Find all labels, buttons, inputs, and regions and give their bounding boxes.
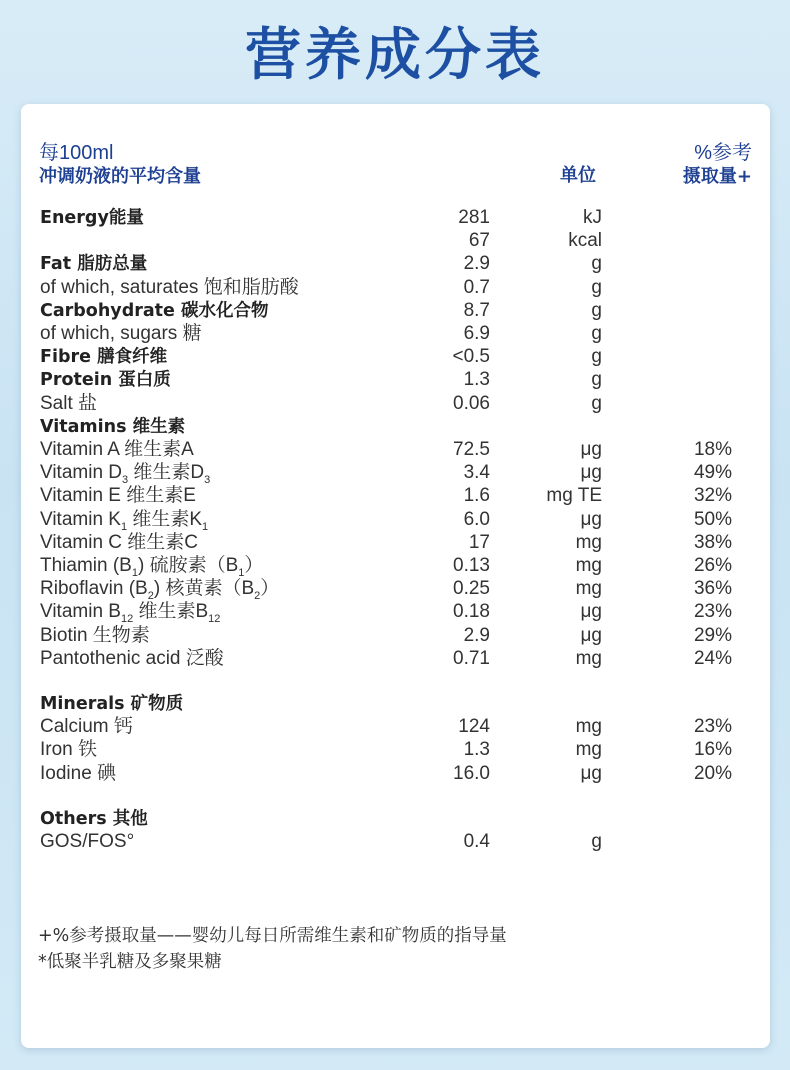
nutrient-value: 0.18	[453, 601, 490, 623]
nutrient-reference-intake: 16%	[693, 739, 732, 761]
nutrient-row	[21, 807, 770, 831]
nutrient-value: 2.9	[463, 624, 490, 646]
nutrient-unit: g	[591, 392, 602, 414]
nutrient-name: Vitamin $B_{12}$ 维生素$B_{12}$	[40, 601, 221, 626]
nutrient-reference-intake: 49%	[693, 462, 732, 484]
nutrient-unit: mg TE	[546, 485, 602, 507]
nutrient-row	[21, 830, 770, 854]
nutrition-table-card	[21, 104, 770, 1048]
nutrient-unit: μg	[580, 624, 602, 646]
nutrient-name: Pantothenic acid 泛酸	[40, 647, 224, 669]
nutrient-row	[21, 229, 770, 253]
nutrient-name: GOS/FOS°	[40, 831, 135, 852]
nutrient-row	[21, 392, 770, 416]
nutrient-name: Energy能量	[40, 208, 144, 228]
nutrient-value: 0.13	[453, 555, 490, 576]
nutrient-value: 0.7	[463, 276, 490, 298]
nutrient-unit: kJ	[583, 207, 602, 228]
nutrient-value: 0.4	[463, 831, 490, 852]
nutrient-row	[21, 461, 770, 485]
nutrient-row	[21, 647, 770, 671]
reference-intake-line2: 摄取量+	[682, 166, 752, 187]
nutrient-name: Fat 脂肪总量	[40, 254, 148, 275]
nutrient-row	[21, 252, 770, 276]
nutrient-name: Riboflavin $(B_2)$ 核黄素$(B_2)$	[40, 578, 280, 603]
nutrient-name: Vitamin E 维生素E	[40, 485, 196, 507]
nutrient-unit: g	[591, 276, 602, 298]
nutrient-value: 3.4	[463, 462, 490, 484]
nutrient-row	[21, 577, 770, 601]
nutrient-unit: μg	[580, 601, 602, 623]
nutrient-row	[21, 299, 770, 323]
nutrient-name: Vitamin A 维生素A	[40, 439, 194, 460]
nutrient-row	[21, 692, 770, 716]
nutrient-reference-intake: 26%	[693, 555, 732, 576]
unit-header: 单位	[560, 165, 596, 186]
nutrient-row	[21, 415, 770, 439]
nutrient-unit: μg	[580, 462, 602, 484]
nutrient-name: Iron 铁	[40, 739, 98, 761]
nutrient-name: Carbohydrate 碳水化合物	[40, 300, 269, 321]
nutrient-name: Vitamin $K_1$ 维生素$K_1$	[40, 508, 209, 533]
nutrient-unit: mg	[575, 716, 602, 738]
nutrient-value: 1.3	[463, 739, 490, 761]
nutrient-value: 1.3	[463, 369, 490, 391]
nutrient-value: 17	[468, 531, 490, 553]
nutrient-name: Vitamins 维生素	[40, 416, 186, 437]
nutrient-row	[21, 368, 770, 392]
nutrient-row	[21, 322, 770, 346]
nutrient-value: <0.5	[452, 346, 490, 368]
nutrient-name: Thiamin $(B_1)$ 硫胺素$(B_1)$	[40, 555, 264, 579]
nutrient-row	[21, 508, 770, 532]
nutrient-row	[21, 600, 770, 624]
nutrient-value: 6.0	[463, 508, 490, 530]
nutrient-unit: g	[591, 253, 602, 275]
per-100ml-header	[39, 141, 201, 189]
nutrient-name: of which, sugars 糖	[40, 323, 202, 344]
nutrient-unit: mg	[575, 555, 602, 576]
nutrient-unit: g	[591, 346, 602, 368]
nutrient-row	[21, 345, 770, 369]
nutrient-unit: g	[591, 369, 602, 391]
nutrient-value: 2.9	[463, 253, 490, 275]
nutrient-reference-intake: 23%	[693, 716, 732, 738]
nutrient-name: Others 其他	[40, 808, 148, 829]
footnote-gos-fos: *低聚半乳糖及多聚果糖	[38, 952, 222, 972]
nutrient-reference-intake: 24%	[693, 647, 732, 669]
per-100ml-label: 每100ml	[39, 142, 114, 164]
nutrient-reference-intake: 38%	[693, 531, 732, 553]
nutrient-unit: μg	[580, 762, 602, 784]
nutrient-reference-intake: 23%	[693, 601, 732, 623]
nutrient-name: Calcium 钙	[40, 716, 133, 738]
nutrient-row	[21, 762, 770, 786]
nutrient-row	[21, 715, 770, 739]
nutrient-value: 0.71	[453, 647, 490, 669]
nutrient-value: 0.25	[453, 578, 490, 600]
page-title: 营养成分表	[245, 23, 545, 88]
nutrient-value: 6.9	[463, 323, 490, 344]
nutrient-value: 8.7	[463, 299, 490, 321]
reference-intake-line1: %参考	[694, 142, 752, 164]
nutrient-value: 67	[468, 230, 490, 252]
nutrient-row	[21, 531, 770, 555]
nutrient-name: Biotin 生物素	[40, 624, 150, 646]
nutrient-row	[21, 484, 770, 508]
nutrient-unit: mg	[575, 531, 602, 553]
nutrient-unit: mg	[575, 647, 602, 669]
nutrient-unit: g	[591, 299, 602, 321]
nutrient-name: Salt 盐	[40, 392, 98, 414]
nutrient-value: 72.5	[453, 439, 490, 460]
nutrient-row	[21, 624, 770, 648]
nutrient-value: 124	[458, 716, 490, 738]
nutrient-row	[21, 438, 770, 462]
nutrient-reference-intake: 32%	[693, 485, 732, 507]
nutrient-unit: g	[591, 323, 602, 344]
nutrient-name: of which, saturates 饱和脂肪酸	[40, 276, 299, 298]
nutrient-unit: mg	[575, 578, 602, 600]
nutrient-value: 1.6	[463, 485, 490, 507]
nutrient-unit: μg	[580, 439, 602, 460]
nutrient-unit: g	[591, 831, 602, 852]
nutrient-value: 281	[458, 207, 490, 228]
average-content-label: 冲调奶液的平均含量	[39, 166, 201, 187]
nutrient-row	[21, 206, 770, 230]
nutrient-name: Minerals 矿物质	[40, 694, 184, 714]
footnote-reference-intake: +%参考摄取量——婴幼儿每日所需维生素和矿物质的指导量	[38, 926, 507, 946]
nutrient-reference-intake: 20%	[693, 762, 732, 784]
nutrient-value: 0.06	[453, 392, 490, 414]
reference-intake-header	[683, 141, 752, 189]
nutrient-reference-intake: 29%	[693, 624, 732, 646]
nutrient-row	[21, 554, 770, 578]
nutrient-row	[21, 276, 770, 300]
nutrient-reference-intake: 50%	[693, 508, 732, 530]
nutrient-value: 16.0	[453, 762, 490, 784]
nutrient-row	[21, 738, 770, 762]
nutrient-reference-intake: 18%	[693, 439, 732, 460]
nutrient-reference-intake: 36%	[693, 578, 732, 600]
nutrient-name: Vitamin C 维生素C	[40, 531, 199, 553]
nutrient-name: Fibre 膳食纤维	[40, 347, 168, 368]
nutrient-name: Iodine 碘	[40, 762, 117, 784]
nutrient-unit: kcal	[568, 230, 602, 252]
nutrient-unit: μg	[580, 508, 602, 530]
nutrient-unit: mg	[575, 739, 602, 761]
nutrient-name: Protein 蛋白质	[40, 370, 171, 391]
nutrient-name: Vitamin $D_3$ 维生素$D_3$	[40, 462, 211, 487]
